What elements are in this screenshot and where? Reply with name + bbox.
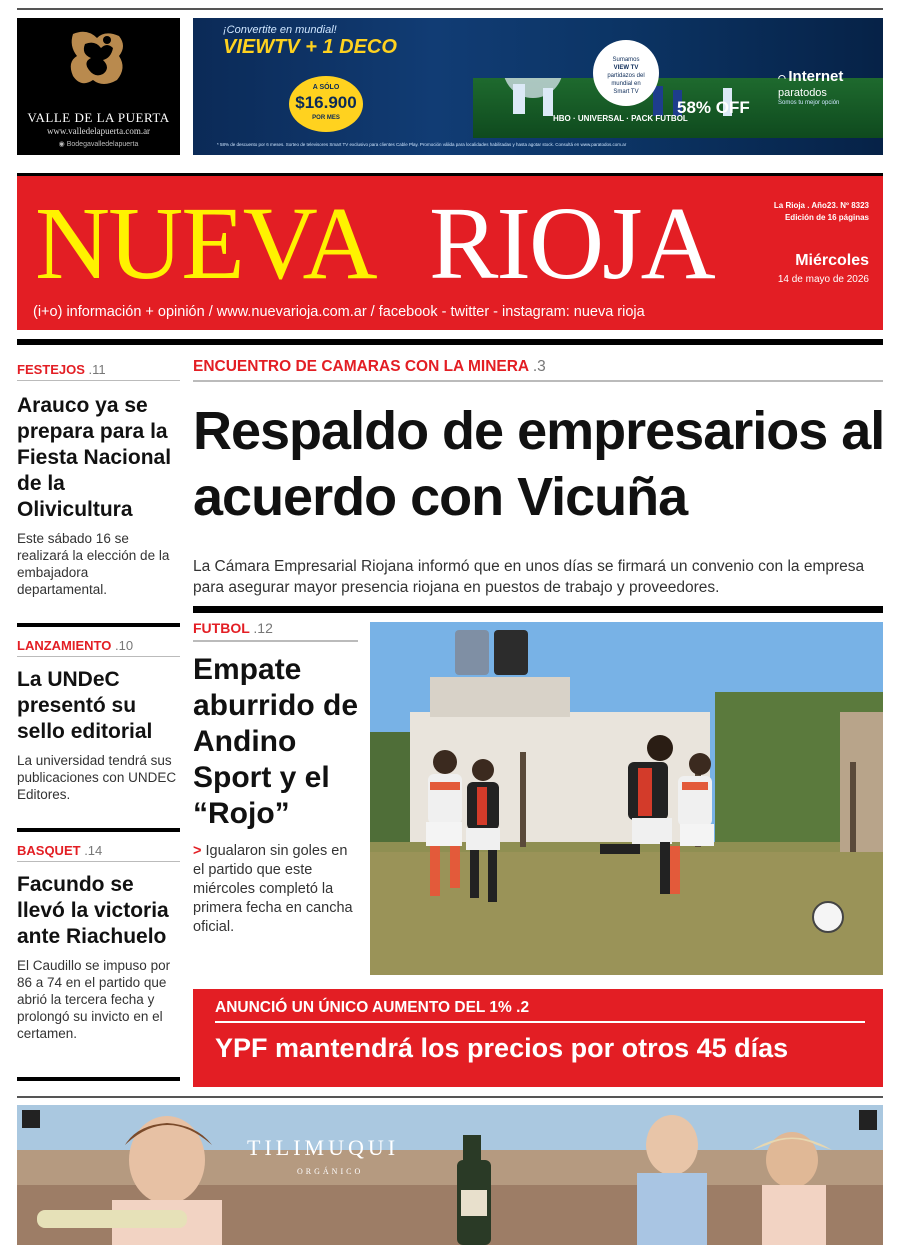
tilimuqui-ad[interactable] [17, 1105, 883, 1245]
logo-nueva[interactable]: NUEVA [35, 186, 376, 301]
valle-de-la-puerta-ad[interactable] [17, 18, 180, 155]
left-story-basquet[interactable] [17, 843, 180, 1042]
football-match-photo-icon [370, 622, 883, 975]
left-story-festejos[interactable] [17, 362, 180, 598]
price-prefix: A SÓLO [312, 84, 340, 91]
futbol-body-text: Igualaron sin goles en el partido que este miércoles completó la primera fecha en cancha oficial. [193, 843, 353, 935]
legal-text: * 58% de descuento por 6 meses. Sorteo de televisores Smart TV exclusivo para clientes Cable Play. Promoción válida para localidades habilitadas y hasta agotar stock. Consultá en www.paratodos.com.ar [217, 142, 627, 147]
kicker-label: FUTBOL [193, 620, 250, 636]
bullet-marker: > [193, 843, 202, 859]
social-icon: ◉ [58, 141, 67, 148]
badge-line: Sumamos [612, 57, 640, 63]
story-headline[interactable]: Facundo se llevó la victoria ante Riachuelo [17, 873, 169, 948]
tilimuqui-sub: ORGÁNICO [297, 1167, 364, 1176]
left-story-lanzamiento[interactable] [17, 638, 180, 803]
kicker-label: ANUNCIÓ UN ÚNICO AUMENTO DEL 1% [215, 999, 512, 1016]
futbol-photo[interactable] [370, 622, 883, 975]
kicker-rule [17, 656, 180, 657]
kicker-rule [17, 380, 180, 381]
valle-name: VALLE DE LA PUERTA [27, 110, 170, 125]
story-kicker [17, 362, 180, 377]
futbol-kicker [193, 620, 273, 636]
kicker-rule [17, 861, 180, 862]
story-headline[interactable]: Arauco ya se prepara para la Fiesta Nacional de la Olivicultura [17, 394, 172, 521]
viewtv-tagline: ¡Convertite en mundial! [223, 24, 337, 36]
masthead [17, 173, 883, 330]
badge-line: mundial en [611, 81, 641, 87]
valle-social-handle: Bodegavalledelapuerta [66, 141, 139, 148]
brand-logo [778, 70, 843, 100]
viewtv-badge [593, 40, 659, 106]
main-summary: La Cámara Empresarial Riojana informó que en unos días se firmará un convenio con la empresa para asegurar mayor presencia riojana en puestos de trabajo y proveedores. [193, 558, 865, 596]
futbol-body [193, 842, 361, 937]
left-divider [17, 623, 180, 627]
edition-info: La Rioja . Año23. Nº 8323 [773, 201, 869, 210]
issue-date: 14 de mayo de 2026 [777, 274, 869, 285]
story-headline[interactable]: La UNDeC presentó su sello editorial [17, 668, 153, 743]
kicker-page: .14 [84, 843, 103, 858]
ypf-kicker [215, 999, 529, 1017]
main-story-kicker [193, 358, 546, 376]
kicker-label: BASQUET [17, 843, 81, 858]
main-headline[interactable]: Respaldo de empresarios al acuerdo con Vicuña [193, 401, 885, 527]
kicker-page: .2 [516, 999, 530, 1016]
price-suffix: POR MES [312, 115, 340, 121]
badge-line: partidazos del [607, 73, 645, 79]
story-body: El Caudillo se impuso por 86 a 74 en el partido que abrió la tercera fecha y prolongó su invicto en el certamen. [17, 958, 171, 1041]
main-kicker-rule [193, 380, 883, 382]
wifi-icon: ◠ [778, 73, 789, 83]
channel-logos: HBO · UNIVERSAL · PACK FUTBOL [553, 114, 688, 123]
wine-ad-image-icon [17, 1105, 883, 1245]
brand-slogan: Somos tu mejor opción [778, 100, 840, 106]
top-rule [17, 8, 883, 10]
ypf-story[interactable] [193, 989, 883, 1087]
kicker-label: ENCUENTRO DE CAMARAS CON LA MINERA [193, 358, 529, 375]
valle-logo-icon [67, 28, 131, 90]
price-bubble [289, 76, 363, 132]
kicker-label: FESTEJOS [17, 362, 85, 377]
discount-label: 58% OFF [677, 98, 750, 117]
story-kicker [17, 638, 180, 653]
viewtv-title: VIEWTV + 1 DECO [223, 36, 397, 58]
left-divider [17, 1077, 180, 1081]
ypf-headline[interactable]: YPF mantendrá los precios por otros 45 días [215, 1033, 789, 1063]
badge-line: VIEW TV [613, 65, 639, 71]
viewtv-ad[interactable] [193, 18, 883, 155]
main-story-bottom-rule [193, 606, 883, 613]
masthead-tagline[interactable]: (i+o) información + opinión / www.nuevarioja.com.ar / facebook - twitter - instagram: nueva rioja [33, 304, 645, 320]
story-kicker [17, 843, 180, 858]
futbol-kicker-rule [193, 640, 358, 642]
edition-pages: Edición de 16 páginas [784, 213, 869, 222]
footer-rule [17, 1096, 883, 1098]
kicker-page: .11 [88, 362, 106, 377]
issue-day: Miércoles [795, 252, 869, 269]
valle-social [17, 140, 180, 148]
price-value: $16.900 [295, 93, 357, 112]
brand-name: Internet [788, 68, 844, 85]
kicker-label: LANZAMIENTO [17, 638, 112, 653]
logo-rioja[interactable]: RIOJA [429, 186, 714, 301]
masthead-bottom-rule [17, 339, 883, 345]
story-body: La universidad tendrá sus publicaciones con UNDEC Editores. [17, 753, 177, 802]
kicker-page: .3 [532, 358, 546, 375]
story-body: Este sábado 16 se realizará la elección de la embajadora departamental. [17, 531, 170, 597]
left-divider [17, 828, 180, 832]
badge-line: Smart TV [613, 89, 639, 95]
kicker-page: .10 [115, 638, 134, 653]
valle-url: www.valledelapuerta.com.ar [46, 126, 151, 136]
ypf-kicker-rule [215, 1021, 865, 1023]
futbol-headline[interactable]: Empate aburrido de Andino Sport y el “Rojo” [193, 653, 359, 830]
brand-sub: paratodos [778, 87, 827, 99]
kicker-page: .12 [253, 620, 273, 636]
tilimuqui-brand: TILIMUQUI [247, 1135, 400, 1160]
